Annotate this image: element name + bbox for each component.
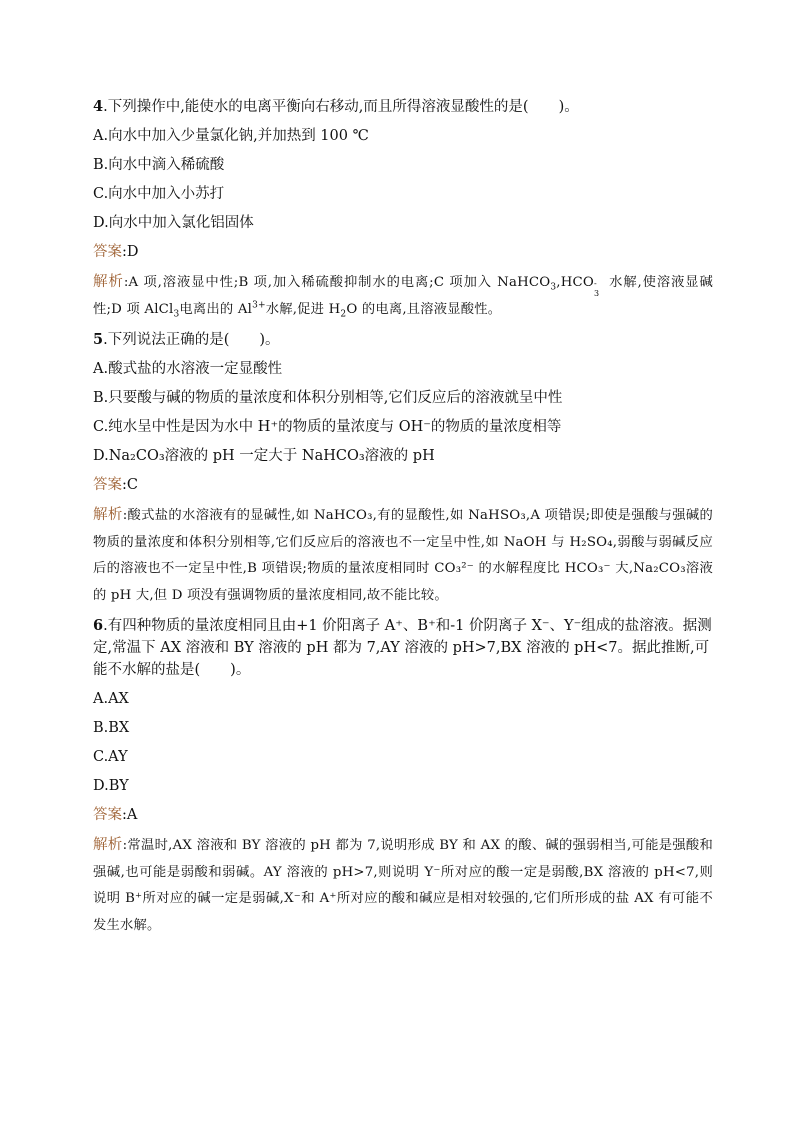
answer-value: :D xyxy=(122,244,139,260)
question-text-end: )。 xyxy=(259,332,280,348)
option-d: D.BY xyxy=(93,778,129,794)
option-c: C.纯水呈中性是因为水中 H⁺的物质的量浓度与 OH⁻的物质的量浓度相等 xyxy=(93,419,562,435)
answer-line xyxy=(93,474,713,496)
explanation-text: ,HCO xyxy=(556,275,594,290)
question-text: .有四种物质的量浓度相同且由+1 价阳离子 A⁺、B⁺和-1 价阴离子 X⁻、Y⁻组成的盐溶液。据测定,常温下 AX 溶液和 BY 溶液的 pH 都为 7,AY 溶液的 pH>7,BX 溶液的 pH<7。据此推断,可能不水解的盐是( xyxy=(93,618,712,678)
explanation-text: O 的电离,且溶液显酸性。 xyxy=(346,301,502,317)
question-6-stem xyxy=(93,615,713,681)
explanation-label: 解析 xyxy=(93,837,123,853)
option-a: A.AX xyxy=(93,691,129,707)
option-c: C.向水中加入小苏打 xyxy=(93,186,225,202)
explanation-label: 解析 xyxy=(93,507,123,523)
question-number: 6 xyxy=(93,617,104,634)
explanation xyxy=(93,832,713,939)
explanation: 解析:A 项,溶液显中性;B 项,加入稀硫酸抑制水的电离;C 项加入 NaHCO$_3$,HCO - 3 水解,使溶液显碱性;D 项 AlCl$_3$电离出的 $Al^{3+}$水解,促进 $H_2O$ 的电离,且溶液显酸性。 xyxy=(93,274,713,320)
explanation-text: :常温时,AX 溶液和 BY 溶液的 pH 都为 7,说明形成 BY 和 AX 的酸、碱的强弱相当,可能是强酸和强碱,也可能是弱酸和弱碱。AY 溶液的 pH>7,则说明 Y⁻所对应的酸一定是弱酸,BX 溶液的 pH<7,则说明 B⁺所对应的碱一定是弱碱,X⁻和 A⁺所对应的酸和碱应是相对较强的,它们所形成的盐 AX 有可能不发生水解。 xyxy=(93,838,714,933)
question-number: 4 xyxy=(93,98,104,115)
document-page xyxy=(93,96,713,945)
explanation-text: :酸式盐的水溶液有的显碱性,如 NaHCO₃,有的显酸性,如 NaHSO₃,A 项错误;即使是强酸与强碱的物质的量浓度和体积分别相等,它们反应后的溶液也不一定呈中性,如 NaOH 与 H₂SO₄,弱酸与弱碱反应后的溶液也不一定呈中性,B 项错误;物质的量浓度相同时 CO₃²⁻ 的水解程度比 HCO₃⁻ 大,Na₂CO₃溶液的 pH 大,但 D 项没有强调物质的量浓度相同,故不能比较。 xyxy=(93,508,714,603)
option-d: D.Na₂CO₃溶液的 pH 一定大于 NaHCO₃溶液的 pH xyxy=(93,448,435,464)
option-d: D.向水中加入氯化铝固体 xyxy=(93,215,254,231)
explanation-text: 水解,使溶液显碱性;D 项 AlCl xyxy=(93,275,713,317)
answer-label: 答案 xyxy=(93,244,122,260)
option-b: B.向水中滴入稀硫酸 xyxy=(93,157,225,173)
option-a: A.酸式盐的水溶液一定显酸性 xyxy=(93,361,283,377)
question-text-end: )。 xyxy=(558,99,579,115)
question-number: 5 xyxy=(93,331,104,348)
option-b: B.BX xyxy=(93,720,130,736)
option-b: B.只要酸与碱的物质的量浓度和体积分别相等,它们反应后的溶液就呈中性 xyxy=(93,390,563,406)
answer-label: 答案 xyxy=(93,807,122,823)
question-5-stem xyxy=(93,329,713,351)
explanation-text: 电离出的 Al xyxy=(179,301,253,317)
explanation xyxy=(93,502,713,609)
explanation-text: :A 项,溶液显中性;B 项,加入稀硫酸抑制水的电离;C 项加入 NaHCO xyxy=(123,275,551,290)
option-c: C.AY xyxy=(93,749,128,765)
question-text: .下列操作中,能使水的电离平衡向右移动,而且所得溶液显酸性的是( xyxy=(103,99,529,115)
explanation-label: 解析 xyxy=(93,274,124,290)
option-a: A.向水中加入少量氯化钠,并加热到 100 ℃ xyxy=(93,128,369,144)
question-text-end: )。 xyxy=(230,662,251,678)
answer-line xyxy=(93,241,713,263)
answer-value: :A xyxy=(122,807,138,823)
explanation-text: 水解,促进 H xyxy=(265,301,341,317)
answer-line xyxy=(93,804,713,826)
answer-value: :C xyxy=(122,477,138,493)
question-4-stem xyxy=(93,96,713,118)
question-text: .下列说法正确的是( xyxy=(103,332,230,348)
answer-label: 答案 xyxy=(93,477,122,493)
